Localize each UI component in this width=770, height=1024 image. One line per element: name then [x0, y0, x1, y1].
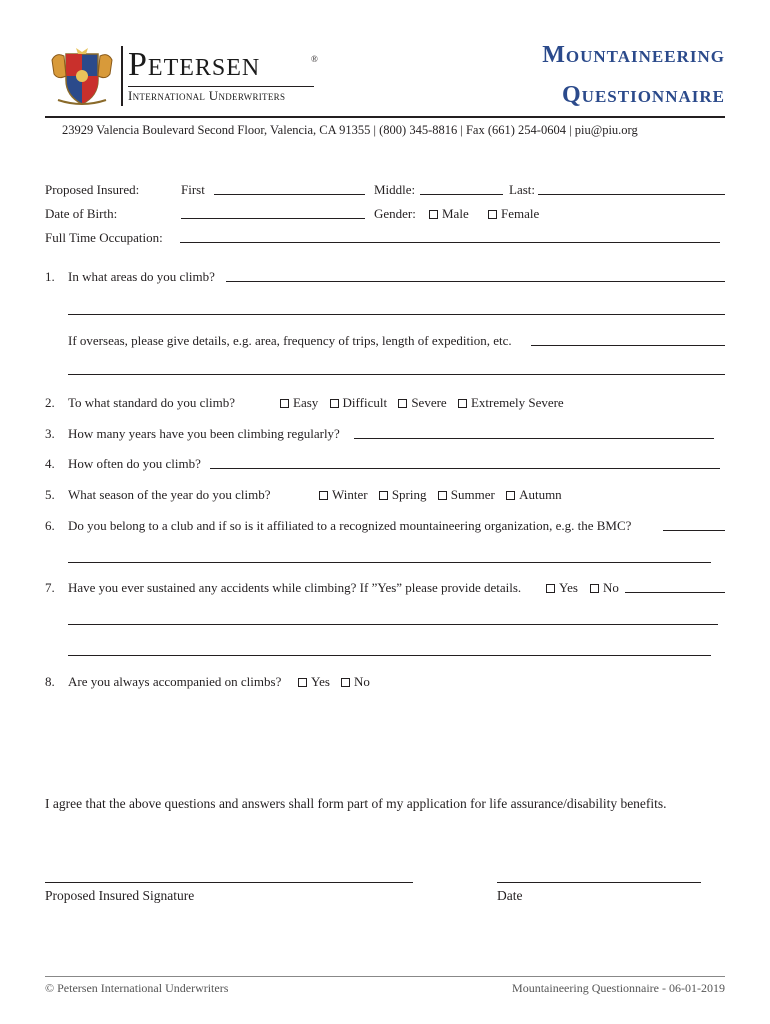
brand-name: Petersen: [128, 46, 261, 83]
q4-text: How often do you climb?: [68, 456, 201, 471]
checkbox-icon[interactable]: [379, 491, 388, 500]
q8-yes-option[interactable]: [298, 674, 330, 690]
page-title-line2: Questionnaire: [562, 82, 725, 108]
q4-answer-field[interactable]: [210, 468, 720, 469]
last-name-label: Last:: [509, 182, 535, 197]
checkbox-icon[interactable]: [438, 491, 447, 500]
option-label: Easy: [293, 395, 319, 410]
q8-no-option[interactable]: [341, 674, 370, 690]
q6-text: Do you belong to a club and if so is it affiliated to a recognized mountaineering organization, e.g. the BMC?: [68, 518, 632, 533]
date-field[interactable]: [497, 882, 701, 883]
option-summer[interactable]: [438, 487, 495, 503]
q2-text: To what standard do you climb?: [68, 395, 235, 410]
checkbox-icon[interactable]: [506, 491, 515, 500]
dob-label: Date of Birth:: [45, 206, 118, 221]
option-label: Difficult: [342, 395, 388, 410]
option-label: Spring: [391, 487, 427, 502]
option-easy[interactable]: [280, 395, 318, 411]
q3-number: 3.: [45, 426, 55, 441]
option-spring[interactable]: [379, 487, 427, 503]
gender-label: Gender:: [374, 206, 416, 221]
q2-number: 2.: [45, 395, 55, 410]
q7-yes-option[interactable]: [546, 580, 578, 596]
q3-text: How many years have you been climbing regularly?: [68, 426, 340, 441]
q2-options: [280, 395, 572, 411]
first-name-field[interactable]: [214, 194, 365, 195]
male-label: Male: [442, 206, 469, 221]
page-title-line1: Mountaineering: [542, 42, 725, 68]
yes-label: Yes: [559, 580, 578, 595]
date-label: Date: [497, 888, 523, 903]
option-autumn[interactable]: [506, 487, 562, 503]
q7-answer-field[interactable]: [625, 592, 725, 593]
checkbox-icon[interactable]: [398, 399, 407, 408]
q1-answer-field[interactable]: [226, 281, 725, 282]
checkbox-icon[interactable]: [429, 210, 438, 219]
proposed-insured-label: Proposed Insured:: [45, 182, 140, 197]
checkbox-icon[interactable]: [298, 678, 307, 687]
q7-text: Have you ever sustained any accidents while climbing? If ”Yes” please provide details.: [68, 580, 522, 595]
signature-field[interactable]: [45, 882, 413, 883]
option-winter[interactable]: [319, 487, 368, 503]
q1-number: 1.: [45, 269, 55, 284]
q8-text: Are you always accompanied on climbs?: [68, 674, 282, 689]
middle-name-field[interactable]: [420, 194, 503, 195]
option-label: Winter: [332, 487, 368, 502]
footer-copyright: © Petersen International Underwriters: [45, 981, 229, 995]
checkbox-icon[interactable]: [546, 584, 555, 593]
q7-no-option[interactable]: [590, 580, 619, 596]
signature-label: Proposed Insured Signature: [45, 888, 195, 903]
logo-divider: [121, 46, 123, 106]
last-name-field[interactable]: [538, 194, 725, 195]
q7-answer-field-2[interactable]: [68, 624, 718, 625]
q4-number: 4.: [45, 456, 55, 471]
yes-label: Yes: [311, 674, 330, 689]
q5-text: What season of the year do you climb?: [68, 487, 271, 502]
contact-line: 23929 Valencia Boulevard Second Floor, Valencia, CA 91355 | (800) 345-8816 | Fax (661) 254-0604 | piu@piu.org: [62, 123, 638, 137]
q5-number: 5.: [45, 487, 55, 502]
gender-female-option[interactable]: [488, 206, 539, 222]
female-label: Female: [501, 206, 540, 221]
option-label: Extremely Severe: [470, 395, 564, 410]
q6-number: 6.: [45, 518, 55, 533]
checkbox-icon[interactable]: [319, 491, 328, 500]
brand-subtitle: International Underwriters: [128, 88, 286, 103]
no-label: No: [603, 580, 619, 595]
option-label: Severe: [411, 395, 447, 410]
agreement-text: I agree that the above questions and answers shall form part of my application for life assurance/disability benefits.: [45, 796, 667, 811]
footer-doc-id: Mountaineering Questionnaire - 06-01-2019: [512, 981, 725, 995]
crest-logo-icon: [48, 46, 116, 108]
q8-number: 8.: [45, 674, 55, 689]
q1-overseas-field[interactable]: [531, 345, 725, 346]
option-difficult[interactable]: [330, 395, 388, 411]
checkbox-icon[interactable]: [280, 399, 289, 408]
dob-field[interactable]: [181, 218, 365, 219]
option-severe[interactable]: [398, 395, 446, 411]
option-label: Autumn: [519, 487, 562, 502]
checkbox-icon[interactable]: [341, 678, 350, 687]
option-extremely-severe[interactable]: [458, 395, 564, 411]
q7-number: 7.: [45, 580, 55, 595]
q1-text: In what areas do you climb?: [68, 269, 215, 284]
brand-rule: [128, 86, 314, 87]
q1-answer-field-2[interactable]: [68, 314, 725, 315]
occupation-label: Full Time Occupation:: [45, 230, 163, 245]
first-name-label: First: [181, 182, 205, 197]
middle-name-label: Middle:: [374, 182, 416, 197]
gender-male-option[interactable]: [429, 206, 469, 222]
no-label: No: [354, 674, 370, 689]
q1-overseas-field-2[interactable]: [68, 374, 725, 375]
checkbox-icon[interactable]: [458, 399, 467, 408]
checkbox-icon[interactable]: [488, 210, 497, 219]
q1-sub-text: If overseas, please give details, e.g. area, frequency of trips, length of expedition, etc.: [68, 333, 512, 348]
q7-answer-field-3[interactable]: [68, 655, 711, 656]
q5-options: [319, 487, 570, 503]
header-rule: [45, 116, 725, 118]
q6-answer-field-2[interactable]: [68, 562, 711, 563]
checkbox-icon[interactable]: [590, 584, 599, 593]
option-label: Summer: [450, 487, 495, 502]
q6-answer-field[interactable]: [663, 530, 725, 531]
registered-mark: ®: [311, 54, 318, 64]
checkbox-icon[interactable]: [330, 399, 339, 408]
occupation-field[interactable]: [180, 242, 720, 243]
q3-answer-field[interactable]: [354, 438, 714, 439]
footer-rule: [45, 976, 725, 977]
